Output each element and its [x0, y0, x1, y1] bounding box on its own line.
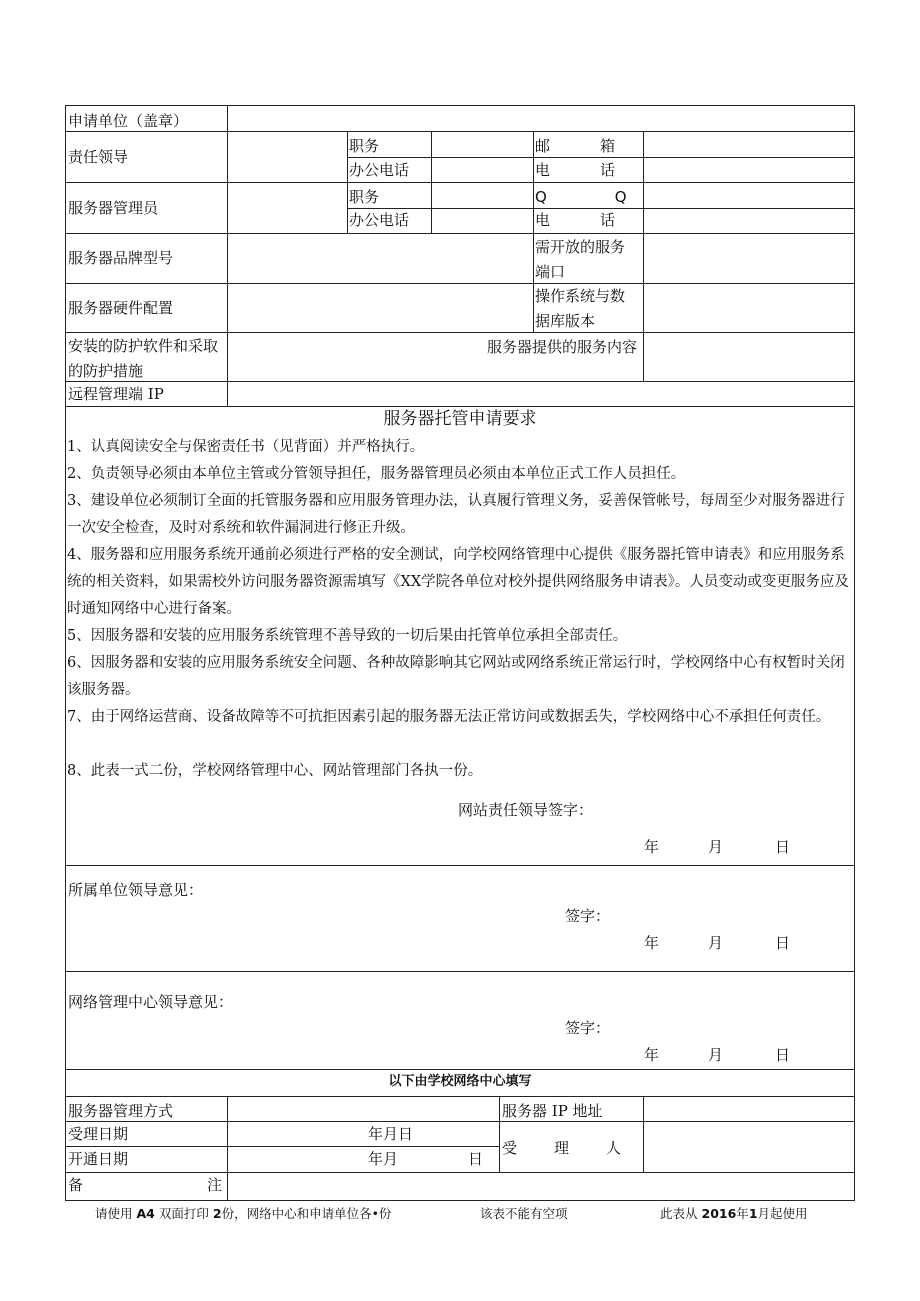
footer-text: 1 [748, 1206, 758, 1221]
col-line [533, 131, 534, 332]
phone-label-text: 电话 [535, 161, 666, 179]
date-year: 年 [644, 934, 660, 952]
center-sign-label: 签字： [565, 1019, 611, 1037]
admin-position-label: 职务 [349, 188, 380, 206]
hardware-label: 服务器硬件配置 [68, 299, 174, 317]
requirement-item: 4、服务器和应用服务系统开通前必须进行严格的安全测试，向学校网络管理中心提供《服务器托管申请表》和应用服务系统的相关资料，如果需校外访问服务器资源需填写《XX学院各单位对校外提供网络服务申请表》。人员变动或变更服务应及时通知网络中心进行备案。 [67, 547, 849, 617]
row-line [65, 283, 855, 284]
open-date-label: 开通日期 [68, 1150, 129, 1168]
date-month: 月 [708, 1046, 724, 1064]
brand-model-label: 服务器品牌型号 [68, 249, 174, 267]
leader-signature-label: 网站责任领导签字： [458, 801, 594, 819]
center-fill-heading: 以下由学校网络中心填写 [388, 1074, 532, 1089]
requirement-item: 6、因服务器和安装的应用服务系统安全问题、各种故障影响其它网站或网络系统正常运行时，学校网络中心有权暂时关闭该服务器。 [67, 655, 845, 698]
col-line [499, 1096, 500, 1172]
row-line [65, 131, 855, 132]
date-year: 年 [644, 1046, 660, 1064]
date-year: 年 [644, 838, 660, 856]
col-line [643, 1096, 644, 1172]
col-line [347, 131, 348, 233]
accept-date-label: 受理日期 [68, 1125, 129, 1143]
col-line [431, 131, 432, 233]
requirement-item: 5、因服务器和安装的应用服务系统管理不善导致的一切后果由托管单位承担全部责任。 [67, 628, 628, 644]
footer-print-note [95, 1204, 391, 1222]
row-line [65, 1096, 855, 1097]
footer-text: 月起使用 [757, 1206, 808, 1221]
open-date-day: 日 [468, 1150, 484, 1168]
unit-sign-label: 签字： [565, 907, 611, 925]
row-line [65, 233, 855, 234]
remarks-label: 备注 [68, 1176, 347, 1194]
qq-label: QQ [535, 188, 695, 206]
requirements-title: 服务器托管申请要求 [383, 409, 537, 429]
footer-text: 请使用 [95, 1206, 133, 1221]
admin-phone-label: 电话 [535, 211, 666, 229]
footer-text: 份，网络中心和申请单位各•份 [221, 1206, 392, 1221]
date-day: 日 [775, 1046, 791, 1064]
row-line [65, 1121, 855, 1122]
footer-text: 年 [736, 1206, 749, 1221]
col-line [227, 105, 228, 407]
row-line [65, 1069, 855, 1070]
date-day: 日 [775, 934, 791, 952]
footer-text: 2 [212, 1206, 222, 1221]
row-line [347, 157, 855, 158]
row-line [65, 182, 855, 183]
server-ip-label: 服务器 IP 地址 [502, 1102, 603, 1120]
applicant-unit-label: 申请单位（盖章） [68, 112, 189, 130]
requirement-item: 2、负责领导必须由本单位主管或分管领导担任，服务器管理员必须由本单位正式工作人员担任。 [67, 466, 686, 482]
leader-position-label: 职务 [349, 137, 380, 155]
leader-office-phone-label: 办公电话 [349, 161, 410, 179]
server-admin-label: 服务器管理员 [68, 199, 159, 217]
center-opinion-label: 网络管理中心领导意见： [68, 993, 234, 1011]
acceptor-label: 受理人 [502, 1139, 659, 1157]
row-line [347, 208, 855, 209]
services-provided-label: 服务器提供的服务内容 [487, 338, 638, 356]
accept-date-value: 年月日 [368, 1125, 414, 1143]
footer-text: 此表从 [660, 1206, 698, 1221]
protection-label: 安装的防护软件和采取的防护措施 [68, 337, 219, 380]
row-line [65, 332, 855, 333]
unit-opinion-label: 所属单位领导意见： [68, 881, 204, 899]
manage-mode-label: 服务器管理方式 [68, 1102, 174, 1120]
row-line [65, 1146, 499, 1147]
row-line [65, 406, 855, 407]
footer-no-blank-note: 该表不能有空项 [480, 1206, 568, 1221]
footer-text: 双面打印 [158, 1206, 209, 1221]
remote-ip-label: 远程管理端 IP [68, 385, 164, 403]
footer-text: 2016 [701, 1206, 737, 1221]
email-label [535, 136, 666, 156]
email-label-text: 邮箱 [535, 137, 666, 155]
footer-text: A4 [136, 1206, 155, 1221]
row-line [65, 865, 855, 866]
requirement-item: 7、由于网络运营商、设备故障等不可抗拒因素引起的服务器无法正常访问或数据丢失，学校网络中心不承担任何责任。 [67, 709, 831, 725]
requirement-item: 3、建设单位必须制订全面的托管服务器和应用服务管理办法，认真履行管理义务，妥善保管帐号，每周至少对服务器进行一次安全检查，及时对系统和软件漏洞进行修正升级。 [67, 493, 845, 536]
open-date-ym: 年月 [368, 1150, 399, 1168]
row-line [65, 971, 855, 972]
responsible-leader-label: 责任领导 [68, 148, 129, 166]
admin-office-phone-label: 办公电话 [349, 211, 410, 229]
requirement-item: 8、此表一式二份，学校网络管理中心、网站管理部门各执一份。 [67, 763, 483, 779]
phone-label [535, 160, 666, 180]
date-month: 月 [708, 934, 724, 952]
os-db-version-label: 操作系统与数据库版本 [535, 287, 626, 330]
date-month: 月 [708, 838, 724, 856]
footer-effective-note [660, 1204, 808, 1222]
date-day: 日 [775, 838, 791, 856]
requirement-item: 1、认真阅读安全与保密责任书（见背面）并严格执行。 [67, 439, 425, 455]
open-ports-label: 需开放的服务端口 [535, 238, 626, 281]
row-line [65, 1172, 855, 1173]
